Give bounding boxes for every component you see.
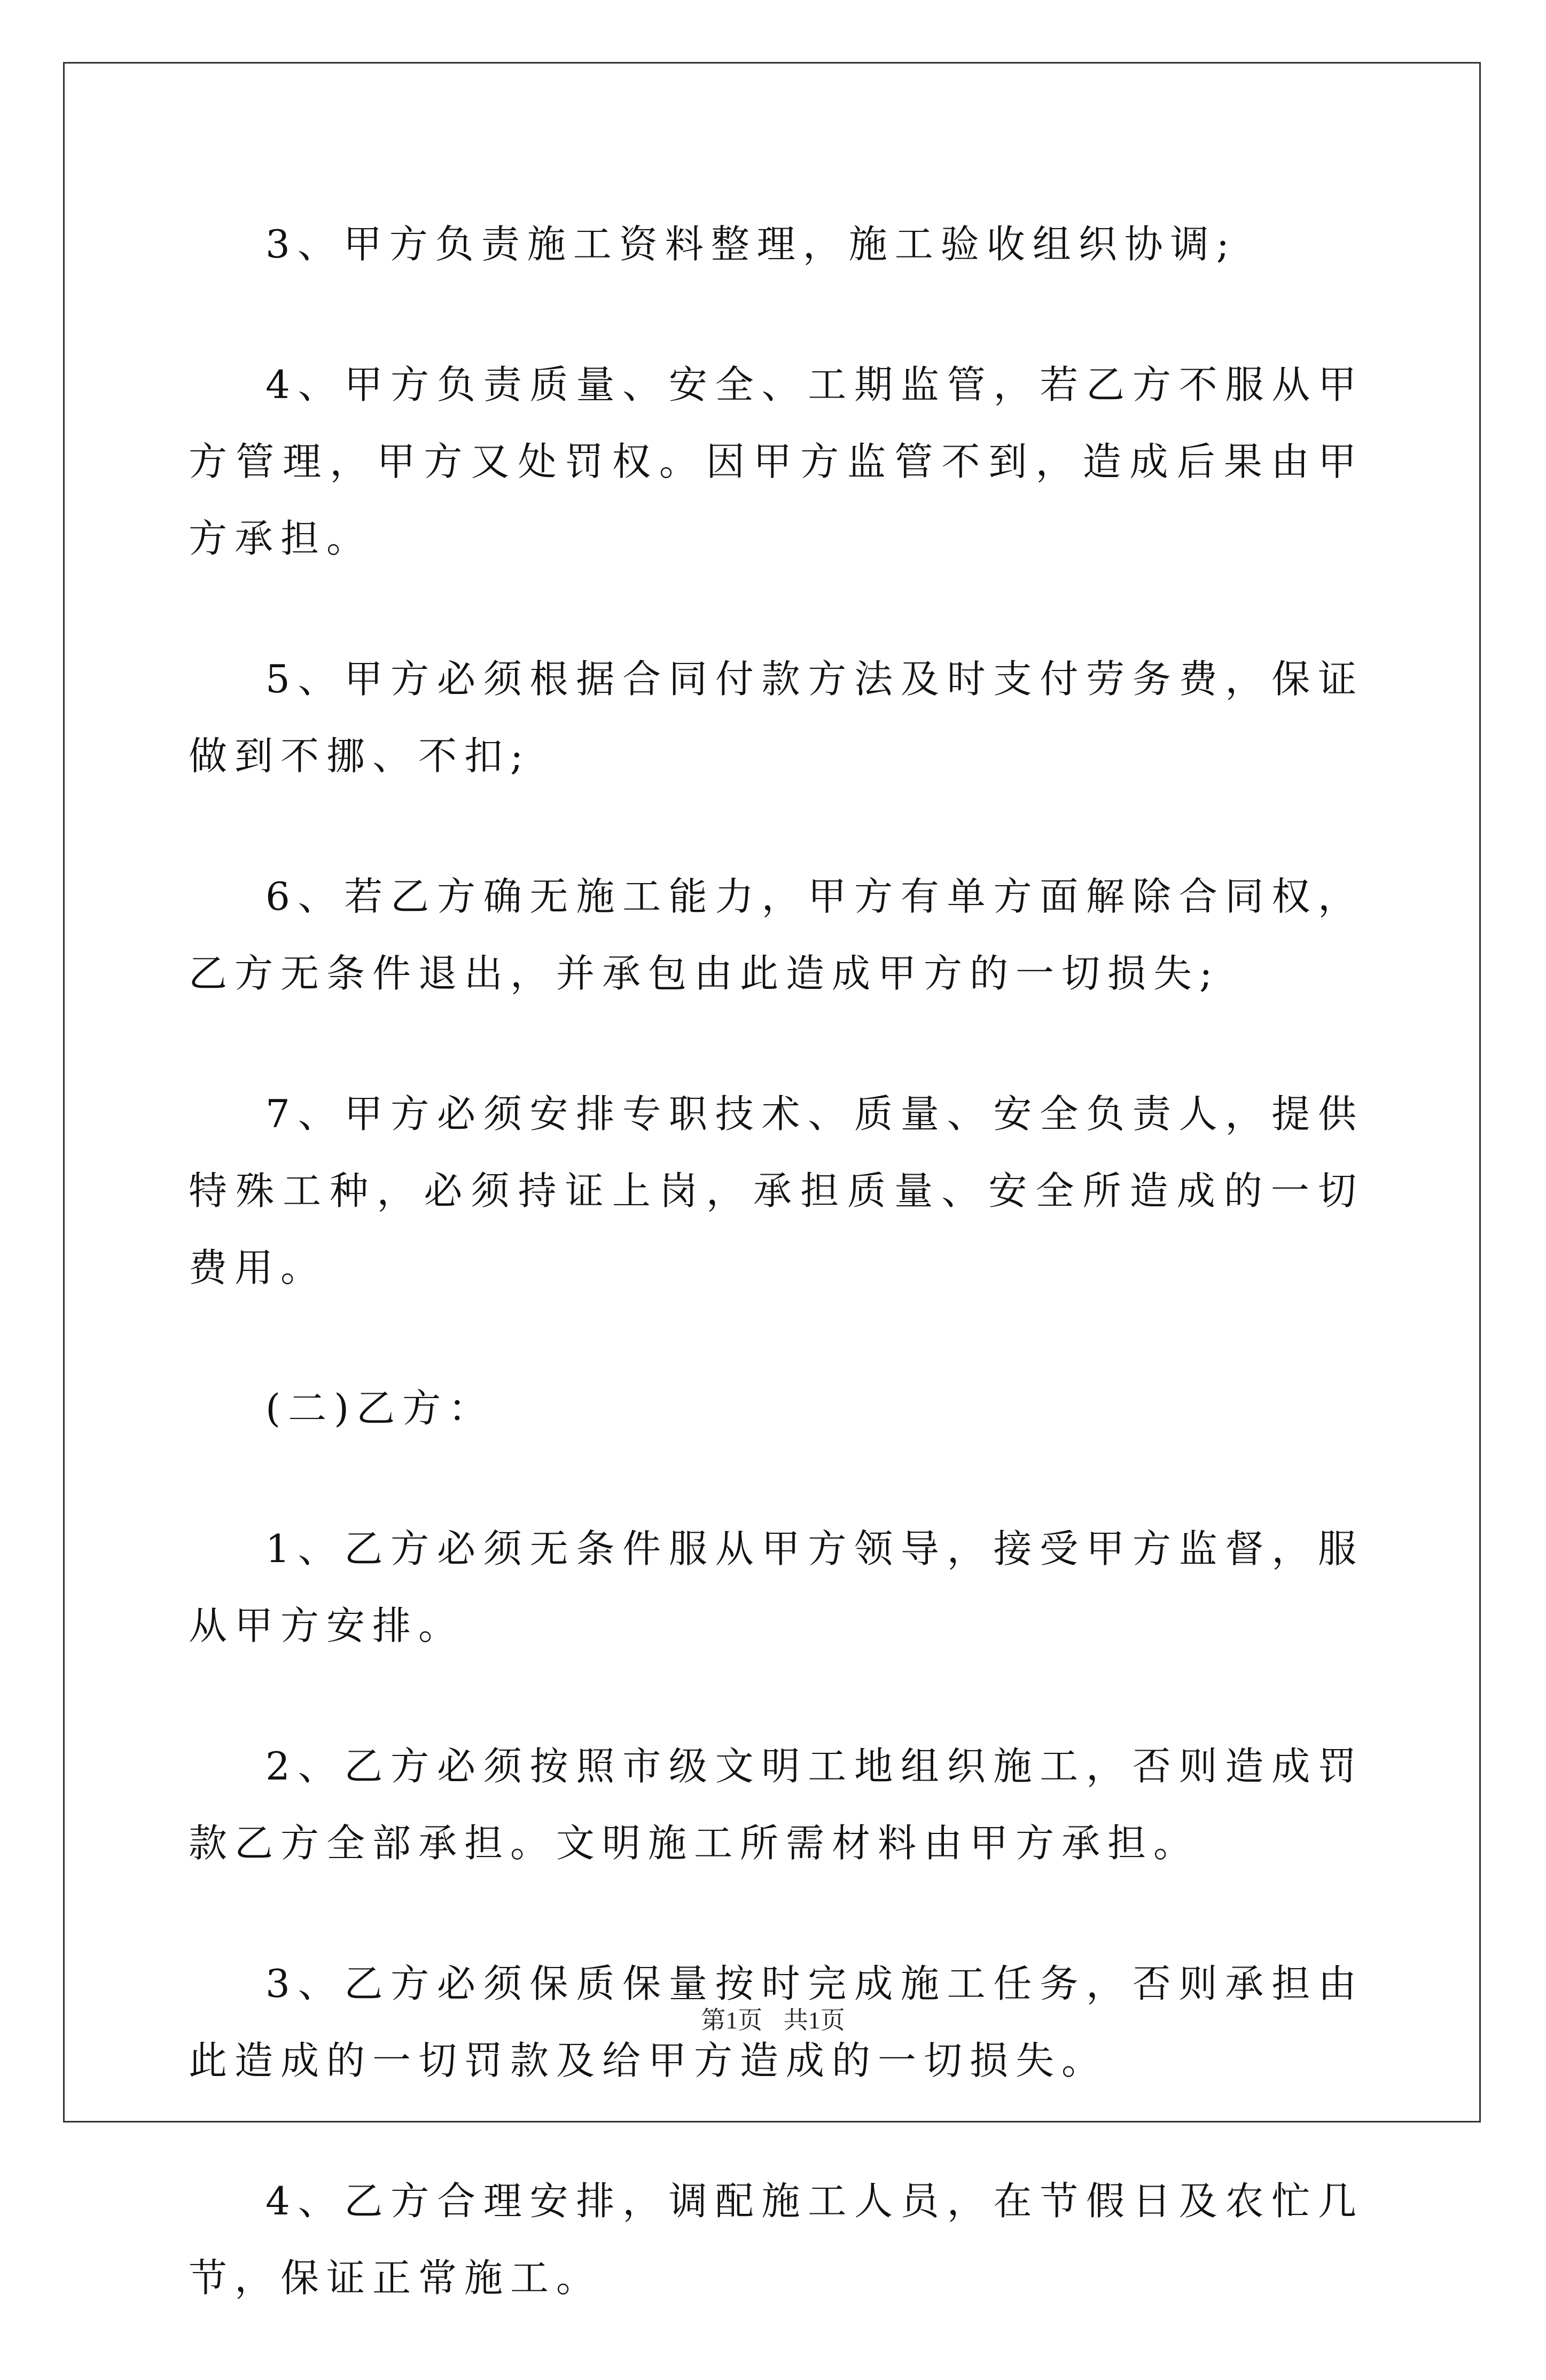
section-heading-yi: (二)乙方： — [266, 1386, 495, 1431]
page-footer — [0, 2001, 1546, 2036]
paragraph-yi-1: 1、乙方必须无条件服从甲方领导，接受甲方监督，服从甲方安排。 — [189, 1526, 1364, 1648]
paragraph-jia-4: 4、甲方负责质量、安全、工期监管，若乙方不服从甲方管理，甲方又处罚权。因甲方监管不到，造成后果由甲方承担。 — [189, 362, 1364, 561]
paragraph-jia-5: 5、甲方必须根据合同付款方法及时支付劳务费，保证做到不挪、不扣; — [189, 657, 1364, 778]
document-body — [189, 206, 1364, 2380]
paragraph-jia-6: 6、若乙方确无施工能力，甲方有单方面解除合同权，乙方无条件退出，并承包由此造成甲方的一切损失; — [189, 874, 1364, 996]
paragraph-yi-4: 4、乙方合理安排，调配施工人员，在节假日及农忙几节，保证正常施工。 — [189, 2179, 1364, 2300]
page-total: 共1页 — [783, 2007, 845, 2034]
page-number: 第1页 — [701, 2007, 763, 2034]
paragraph-yi-2: 2、乙方必须按照市级文明工地组织施工，否则造成罚款乙方全部承担。文明施工所需材料由甲方承担。 — [189, 1744, 1364, 1866]
paragraph-jia-7: 7、甲方必须安排专职技术、质量、安全负责人，提供特殊工种，必须持证上岗，承担质量、安全所造成的一切费用。 — [189, 1091, 1364, 1290]
paragraph-jia-3: 3、甲方负责施工资料整理，施工验收组织协调; — [266, 222, 1237, 267]
paragraph-yi-3: 3、乙方必须保质保量按时完成施工任务，否则承担由此造成的一切罚款及给甲方造成的一切损失。 — [189, 1961, 1364, 2083]
